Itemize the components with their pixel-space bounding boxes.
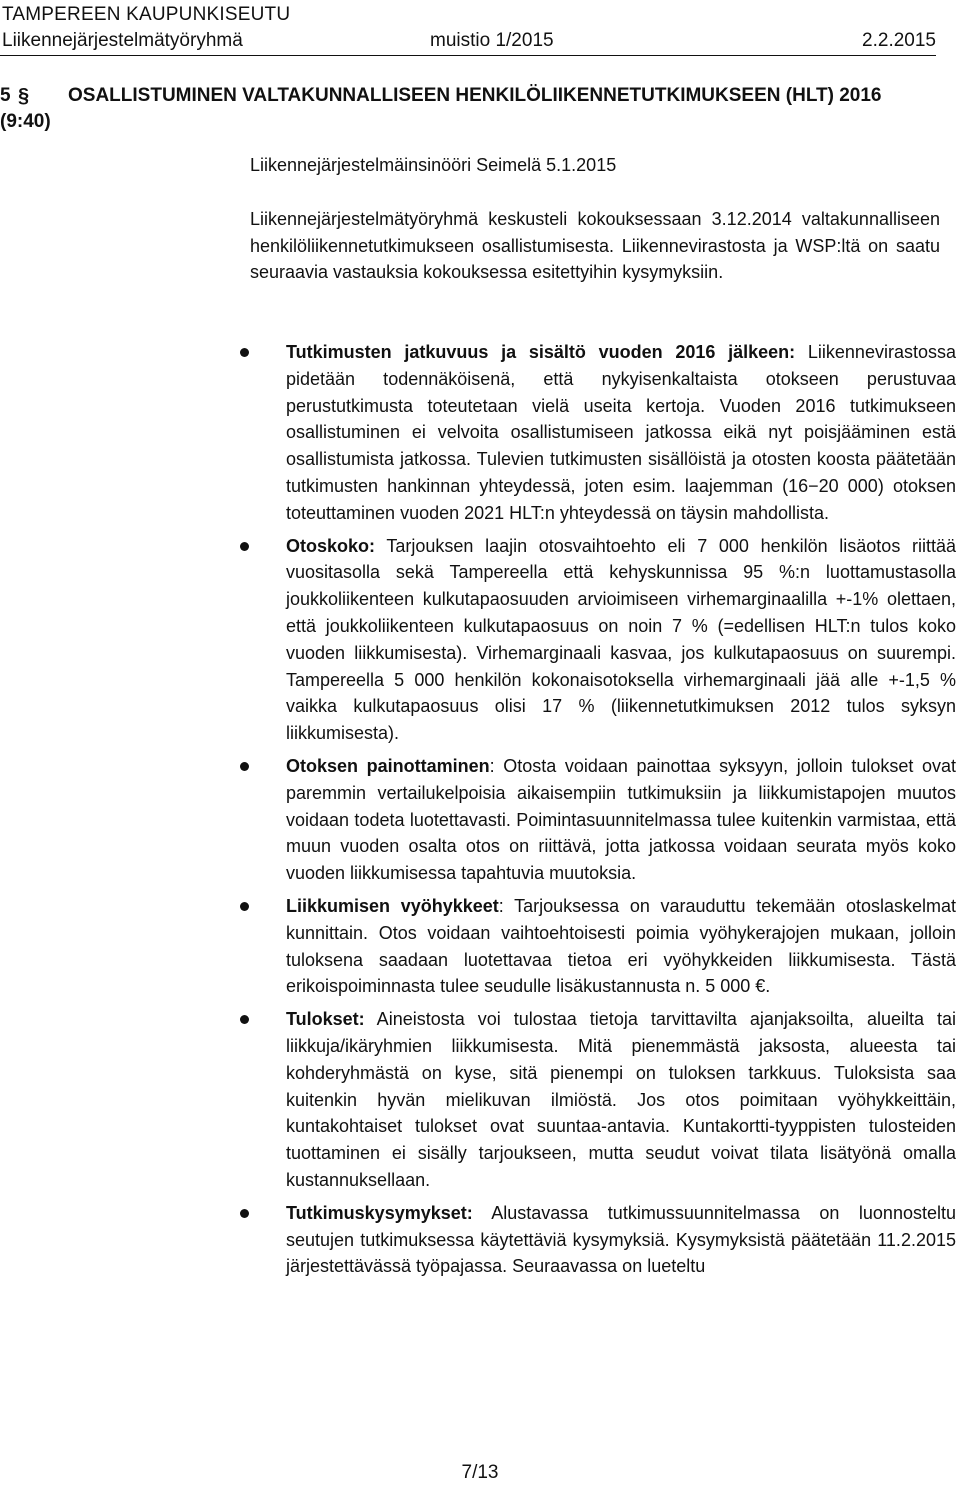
item-text: Aineistosta voi tulostaa tietoja tarvittavilta ajanjaksoilta, alueilta tai liikkuja/ikäryhmien liikkumisesta. Mitä pienemmästä jaksosta, alueesta tai kohderyhmästä on kyse, sitä pienempi on tuloksen tarkkuus. Tuloksista saa kuitenkin hyvän mielikuvan ilmiöstä. Jos otos poimitaan vyöhykkeittäin, kuntakohtaiset tulokset ovat suuntaa-antavia. Kuntakortti-tyyppisten tulosteiden tuottaminen ei sisälly tarjoukseen, mutta seudut voivat tilata lisätyönä omalla kustannuksellaan.	[286, 1009, 956, 1190]
item-text: : Otosta voidaan painottaa syksyyn, jolloin tulokset ovat paremmin vertailukelpoisia aikaisempiin tutkimuksiin ja liikkumistapojen muutos voidaan todeta luotettavasti. Poimintasuunnitelmassa tulee kuitenkin varmistaa, että muun vuoden osalta otos on riittävä, jotta jatkossa voidaan seurata myös koko vuoden liikkumisessa tapahtuvia muutoksia.	[286, 755, 956, 884]
list-item	[286, 339, 956, 527]
header-divider	[0, 55, 936, 56]
bullet-icon	[240, 762, 249, 771]
list-item	[286, 893, 956, 1000]
working-group-name: Liikennejärjestelmätyöryhmä	[2, 30, 243, 51]
section-time: (9:40)	[0, 111, 51, 132]
item-text: Liikennevirastossa pidetään todennäköisenä, että nykyisenkaltaista otokseen perustuvaa perustutkimusta toteutetaan vielä useita kertoja. Vuoden 2016 tutkimukseen osallistuminen ei velvoita osallistumiseen jatkossa eikä nyt poisjääminen estä osallistumista jatkossa. Tulevien tutkimusten sisällöistä ja otosten koosta päätetään tutkimusten hankinnan yhteydessä, joten esim. laajemman (16−20 000) otoksen toteuttaminen vuoden 2021 HLT:n yhteydessä on täysin mahdollista.	[286, 342, 956, 523]
bullet-icon	[240, 1015, 249, 1024]
bullet-icon	[240, 348, 249, 357]
item-lead: Liikkumisen vyöhykkeet	[286, 895, 499, 916]
item-lead: Tutkimuskysymykset:	[286, 1202, 473, 1223]
list-item	[286, 1006, 956, 1194]
page-header	[0, 0, 960, 58]
list-item	[286, 1200, 956, 1280]
item-text: Tarjouksen laajin otosvaihtoehto eli 7 000 henkilön lisäotos riittää vuositasolla sekä Tampereella että kehyskunnissa 95 %:n luottamustasolla joukkoliikenteen kulkutapaosuuden arvioimiseen virhemarginaalilla +-1% olettaen, että joukkoliikenteen kulkutapaosuus on noin 7 % (=edellisen HLT:n tulos koko vuoden liikkumisesta). Virhemarginaali kasvaa, jos kulkutapaosuus on suurempi. Tampereella 5 000 henkilön kokonaisotoksella virhemarginaali jää alle +-1,5 % vaikka kulkutapaosuus olisi 17 % (liikennetutkimuksen 2012 tulos syksyn liikkumisesta).	[286, 535, 956, 744]
bullet-icon	[240, 902, 249, 911]
bullet-list	[286, 339, 956, 1286]
item-lead: Otoksen painottaminen	[286, 755, 490, 776]
list-item	[286, 753, 956, 887]
page-number: 7/13	[461, 1462, 499, 1483]
item-text: : Tarjouksessa on varauduttu tekemään otoslaskelmat kunnittain. Otos voidaan vaihtoehtoisesti poimia vyöhykerajojen mukaan, jolloin tuloksena saadaan luotettavaa tietoa eri vyöhykkeiden liikkumisesta. Tästä erikoispoiminnasta tulee seudulle lisäkustannusta n. 5 000 €.	[286, 895, 956, 997]
intro-paragraph: Liikennejärjestelmätyöryhmä keskusteli kokouksessaan 3.12.2014 valtakunnalliseen henkilöliikennetutkimukseen osallistumisesta. Liikennevirastosta ja WSP:ltä on saatu seuraavia vastauksia kokouksessa esitettyihin kysymyksiin.	[250, 209, 940, 282]
organization-name: TAMPEREEN KAUPUNKISEUTU	[2, 4, 291, 25]
section-number: 5	[0, 85, 11, 106]
item-lead: Otoskoko:	[286, 535, 376, 556]
section-symbol: §	[18, 85, 30, 107]
presenter-line: Liikennejärjestelmäinsinööri Seimelä 5.1.2015	[250, 155, 617, 175]
bullet-icon	[240, 542, 249, 551]
memo-number: muistio 1/2015	[430, 30, 554, 51]
memo-date: 2.2.2015	[862, 30, 936, 51]
header-info-row	[2, 30, 936, 54]
section-title: OSALLISTUMINEN VALTAKUNNALLISEEN HENKILÖLIIKENNETUTKIMUKSEEN (HLT) 2016	[68, 85, 882, 106]
item-text: Alustavassa tutkimussuunnitelmassa on luonnosteltu seutujen tutkimuksessa käytettäviä kysymyksiä. Kysymyksistä päätetään 11.2.2015 järjestettävässä työpajassa. Seuraavassa on lueteltu	[286, 1202, 956, 1277]
list-item	[286, 533, 956, 747]
item-lead: Tutkimusten jatkuvuus ja sisältö vuoden 2016 jälkeen:	[286, 342, 796, 362]
item-lead: Tulokset:	[286, 1009, 365, 1030]
bullet-icon	[240, 1209, 249, 1218]
